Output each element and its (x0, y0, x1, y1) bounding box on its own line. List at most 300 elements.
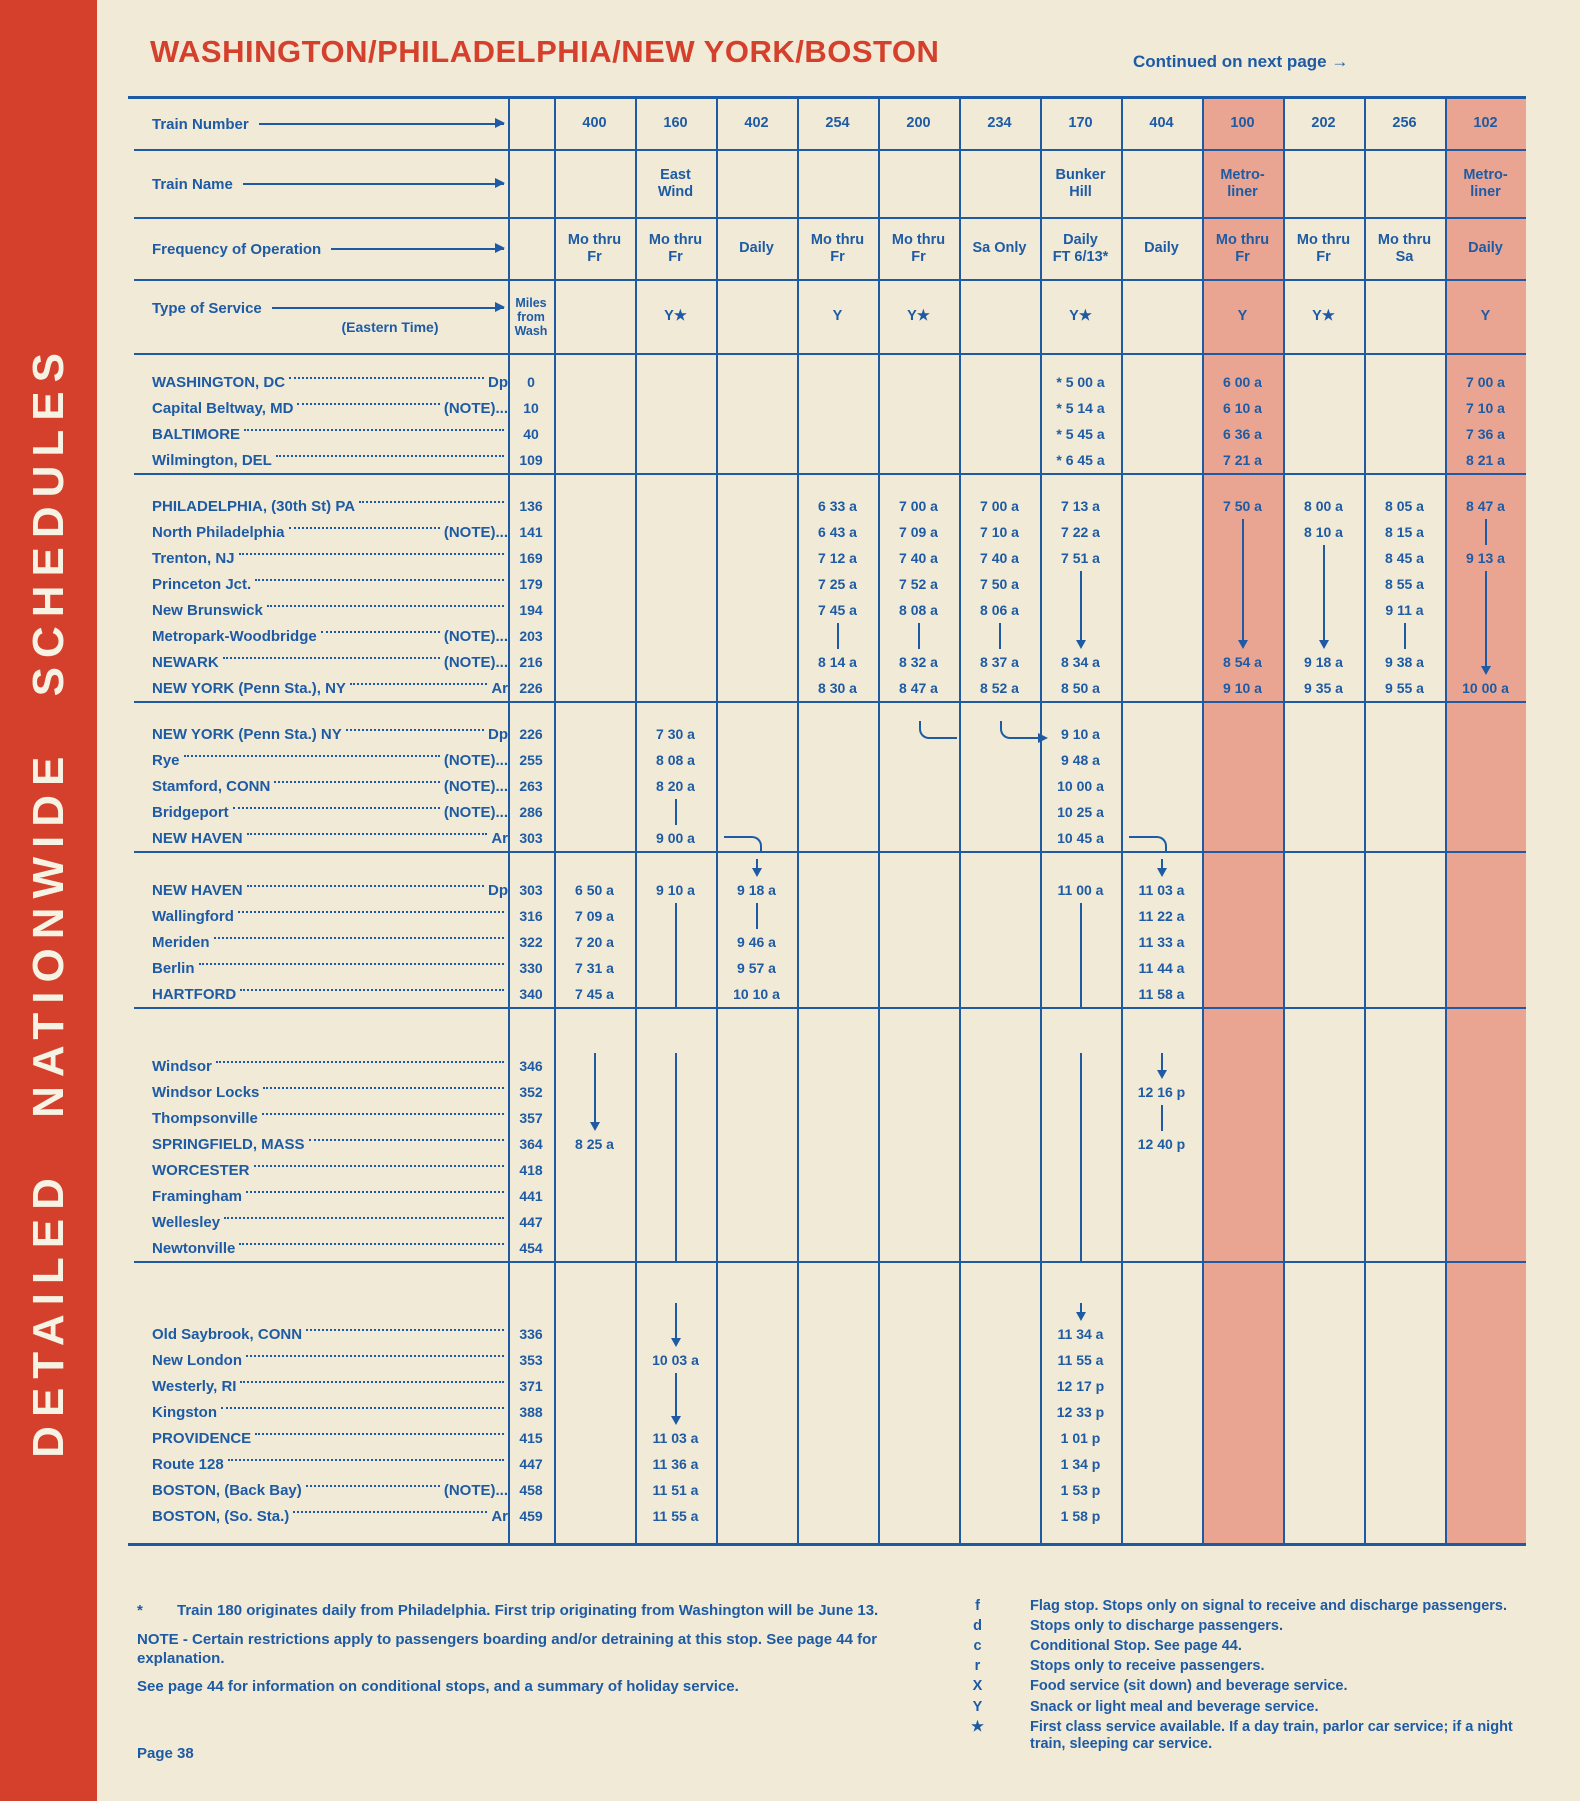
time-cell-234 (959, 1399, 1040, 1425)
time-cell-170 (1040, 519, 1121, 545)
time-cell-200 (878, 747, 959, 773)
station-row (128, 1235, 1526, 1261)
time-cell-234 (959, 799, 1040, 825)
page-number: Page 38 (137, 1745, 194, 1762)
time-cell-102 (1445, 721, 1526, 747)
through-line (1080, 955, 1082, 981)
time-cell-100 (1202, 747, 1283, 773)
time-cell-400 (554, 519, 635, 545)
time-cell-202 (1283, 369, 1364, 395)
time-cell-102 (1445, 1235, 1526, 1261)
time-cell-400 (554, 1347, 635, 1373)
dotted-leader (276, 455, 504, 457)
time-cell-202 (1283, 1183, 1364, 1209)
time-cell-404 (1121, 1321, 1202, 1347)
time-cell-160 (635, 721, 716, 747)
header-label: Type of Service (152, 299, 262, 317)
label-line: Wind (657, 184, 694, 200)
time-value: 6 33 a (818, 498, 857, 514)
time-value: 7 31 a (575, 960, 614, 976)
station-name-cell (128, 597, 508, 623)
time-cell-256 (1364, 369, 1445, 395)
time-cell-254 (797, 1373, 878, 1399)
station-row (128, 1347, 1526, 1373)
station-name: Thompsonville (152, 1109, 258, 1127)
time-cell-256 (1364, 1373, 1445, 1399)
time-cell-234 (959, 519, 1040, 545)
through-line (1242, 545, 1244, 571)
station-name: Newtonville (152, 1239, 236, 1257)
time-cell-200 (878, 1183, 959, 1209)
station-row (128, 1373, 1526, 1399)
time-cell-170 (1040, 981, 1121, 1007)
time-value: 11 22 a (1138, 908, 1185, 924)
time-cell-202 (1283, 493, 1364, 519)
time-cell-200 (878, 1399, 959, 1425)
footnote (137, 1678, 899, 1697)
time-cell-100 (1202, 1425, 1283, 1451)
time-cell-202 (1283, 395, 1364, 421)
train-name-100 (1202, 151, 1283, 217)
train-name-row (128, 151, 1526, 217)
time-cell-254 (797, 649, 878, 675)
time-cell-102 (1445, 1183, 1526, 1209)
time-cell-400 (554, 1503, 635, 1529)
time-cell-254 (797, 877, 878, 903)
time-value: 8 54 a (1223, 654, 1262, 670)
through-line (675, 1079, 677, 1105)
dotted-leader (221, 1407, 504, 1409)
time-cell-100 (1202, 545, 1283, 571)
time-cell-100 (1202, 721, 1283, 747)
frequency-402 (716, 219, 797, 279)
time-cell-256 (1364, 1399, 1445, 1425)
dotted-leader (240, 989, 504, 991)
time-cell-202 (1283, 1079, 1364, 1105)
time-cell-254 (797, 903, 878, 929)
label-line: Fr (668, 249, 683, 265)
time-value: 6 36 a (1223, 426, 1262, 442)
through-line (675, 1131, 677, 1157)
time-cell-402 (716, 747, 797, 773)
time-cell-404 (1121, 825, 1202, 851)
service-202: Y★ (1312, 308, 1335, 325)
time-cell-400 (554, 1321, 635, 1347)
miles-value: 303 (519, 882, 543, 898)
time-cell-254 (797, 675, 878, 701)
time-cell-200 (878, 519, 959, 545)
dotted-leader (239, 553, 504, 555)
time-cell-256 (1364, 1157, 1445, 1183)
station-name-cell (128, 1105, 508, 1131)
station-name-cell (128, 1451, 508, 1477)
miles-value: 364 (519, 1136, 543, 1152)
station-name-cell (128, 493, 508, 519)
station-name: North Philadelphia (152, 523, 285, 541)
label-line: Fr (1316, 249, 1331, 265)
station-row (128, 903, 1526, 929)
station-suffix: (NOTE)... (443, 399, 508, 417)
time-value: 7 13 a (1061, 498, 1100, 514)
time-cell-160 (635, 1235, 716, 1261)
time-value: 7 22 a (1061, 524, 1100, 540)
eastern-time-label: (Eastern Time) (341, 318, 439, 335)
time-cell-256 (1364, 545, 1445, 571)
time-cell-160 (635, 1451, 716, 1477)
time-cell-202 (1283, 859, 1364, 877)
time-value: 12 16 p (1137, 1084, 1186, 1100)
station-name-cell (128, 799, 508, 825)
time-cell-402 (716, 799, 797, 825)
station-row (128, 623, 1526, 649)
time-value: 8 10 a (1304, 524, 1343, 540)
time-cell-234 (959, 1131, 1040, 1157)
time-cell-404 (1121, 1425, 1202, 1451)
time-value: * 5 45 a (1056, 426, 1105, 442)
time-cell-400 (554, 799, 635, 825)
dotted-leader (224, 1217, 504, 1219)
time-cell-100 (1202, 421, 1283, 447)
station-name: Meriden (152, 933, 210, 951)
time-cell-234 (959, 369, 1040, 395)
frequency-256 (1364, 219, 1445, 279)
time-cell-100 (1202, 1235, 1283, 1261)
footnote-symbol: * (137, 1602, 143, 1619)
station-name: NEW HAVEN (152, 829, 243, 847)
train-number-202: 202 (1311, 115, 1336, 132)
time-cell-254 (797, 1157, 878, 1183)
time-cell-100 (1202, 1157, 1283, 1183)
legend-row (925, 1618, 1520, 1635)
through-line (675, 929, 677, 955)
time-cell-402 (716, 1209, 797, 1235)
through-line (1080, 1105, 1082, 1131)
station-name-cell (128, 825, 508, 851)
time-value: 11 34 a (1057, 1326, 1104, 1342)
time-cell-102 (1445, 1079, 1526, 1105)
dotted-leader (254, 1165, 505, 1167)
arrow-shaft (243, 183, 504, 185)
rule-line (134, 701, 1526, 703)
time-cell-402 (716, 519, 797, 545)
dotted-leader (223, 657, 440, 659)
dotted-leader (240, 1381, 504, 1383)
train-number-row (128, 99, 1526, 149)
station-name: NEW HAVEN (152, 881, 243, 899)
time-cell-254 (797, 369, 878, 395)
miles-value: 216 (519, 654, 543, 670)
continues-down-arrow (1080, 1303, 1082, 1314)
time-cell-170 (1040, 1079, 1121, 1105)
time-cell-200 (878, 545, 959, 571)
time-cell-100 (1202, 929, 1283, 955)
time-cell-102 (1445, 773, 1526, 799)
time-value: 10 45 a (1057, 830, 1104, 846)
time-cell-100 (1202, 1373, 1283, 1399)
station-name: Princeton Jct. (152, 575, 252, 593)
service-160: Y★ (664, 308, 687, 325)
time-cell-402 (716, 1373, 797, 1399)
time-cell-402 (716, 1451, 797, 1477)
time-cell-160 (635, 747, 716, 773)
time-cell-400 (554, 1105, 635, 1131)
time-value: 6 10 a (1223, 400, 1262, 416)
station-name-cell (128, 1399, 508, 1425)
time-value: 8 08 a (899, 602, 938, 618)
time-cell-400 (554, 1157, 635, 1183)
time-cell-170 (1040, 903, 1121, 929)
footnote-text: See page 44 for information on conditional stops, and a summary of holiday service. (137, 1678, 739, 1696)
service-256 (1364, 281, 1445, 353)
time-value: 8 55 a (1385, 576, 1424, 592)
time-cell-102 (1445, 571, 1526, 597)
time-cell-202 (1283, 799, 1364, 825)
time-cell-402 (716, 1131, 797, 1157)
time-cell-256 (1364, 519, 1445, 545)
time-cell-160 (635, 1477, 716, 1503)
dotted-leader (346, 729, 484, 731)
station-suffix: Dp (488, 881, 508, 899)
time-cell-202 (1283, 545, 1364, 571)
time-cell-200 (878, 1451, 959, 1477)
time-cell-234 (959, 1157, 1040, 1183)
miles-value: 263 (519, 778, 543, 794)
dotted-leader (244, 429, 504, 431)
time-cell-402 (716, 545, 797, 571)
time-cell-402 (716, 1399, 797, 1425)
service-404 (1121, 281, 1202, 353)
station-row (128, 1503, 1526, 1529)
time-cell-402 (716, 721, 797, 747)
dotted-leader (246, 1191, 504, 1193)
time-cell-256 (1364, 1503, 1445, 1529)
dotted-leader (239, 1243, 504, 1245)
legend-text: Conditional Stop. See page 44. (1030, 1638, 1242, 1655)
station-name-cell (128, 1321, 508, 1347)
time-cell-202 (1283, 1235, 1364, 1261)
miles-value: 418 (519, 1162, 543, 1178)
red-sidebar (0, 0, 97, 1801)
through-line (1080, 1131, 1082, 1157)
dotted-leader (246, 1355, 504, 1357)
time-cell-202 (1283, 903, 1364, 929)
station-row (128, 721, 1526, 747)
time-cell-202 (1283, 675, 1364, 701)
time-cell-404 (1121, 1131, 1202, 1157)
time-cell-254 (797, 493, 878, 519)
label-line: Mo thru (1296, 231, 1351, 248)
train-name-102 (1445, 151, 1526, 217)
station-name-cell (128, 545, 508, 571)
time-cell-234 (959, 421, 1040, 447)
time-value: 10 10 a (733, 986, 780, 1002)
time-cell-102 (1445, 395, 1526, 421)
miles-header-line: from (517, 310, 545, 324)
train-number-label (128, 99, 508, 149)
miles-value: 336 (519, 1326, 543, 1342)
time-cell-160 (635, 1053, 716, 1079)
station-name-cell (128, 1157, 508, 1183)
time-cell-170 (1040, 1209, 1121, 1235)
time-cell-170 (1040, 395, 1121, 421)
through-line (675, 1183, 677, 1209)
time-cell-254 (797, 1209, 878, 1235)
station-name-cell (128, 1477, 508, 1503)
time-cell-170 (1040, 369, 1121, 395)
time-cell-102 (1445, 447, 1526, 473)
legend-row (925, 1719, 1520, 1753)
time-cell-160 (635, 1503, 716, 1529)
through-line (999, 623, 1001, 649)
time-cell-200 (878, 649, 959, 675)
time-value: 12 40 p (1137, 1136, 1186, 1152)
station-block-4 (128, 859, 1526, 1007)
time-cell-254 (797, 1477, 878, 1503)
time-cell-160 (635, 369, 716, 395)
time-cell-202 (1283, 955, 1364, 981)
time-cell-402 (716, 447, 797, 473)
time-value: 7 09 a (575, 908, 614, 924)
time-cell-254 (797, 571, 878, 597)
time-cell-400 (554, 773, 635, 799)
time-cell-202 (1283, 721, 1364, 747)
time-value: 7 51 a (1061, 550, 1100, 566)
time-cell-402 (716, 929, 797, 955)
through-line (675, 1235, 677, 1261)
time-cell-100 (1202, 1183, 1283, 1209)
time-cell-402 (716, 1347, 797, 1373)
time-cell-256 (1364, 1477, 1445, 1503)
label-line: Fr (587, 249, 602, 265)
time-cell-102 (1445, 1209, 1526, 1235)
label-line: Mo thru (1377, 231, 1432, 248)
time-cell-400 (554, 597, 635, 623)
time-cell-402 (716, 981, 797, 1007)
time-cell-404 (1121, 493, 1202, 519)
empty-cell (508, 1303, 554, 1321)
time-cell-404 (1121, 1373, 1202, 1399)
time-cell-402 (716, 571, 797, 597)
footnote-text: NOTE - Certain restrictions apply to passengers boarding and/or detraining at this stop. See page 44 for explanation. (137, 1630, 878, 1667)
time-cell-202 (1283, 1157, 1364, 1183)
time-cell-404 (1121, 623, 1202, 649)
station-name: WASHINGTON, DC (152, 373, 286, 391)
time-cell-170 (1040, 1235, 1121, 1261)
time-cell-402 (716, 1157, 797, 1183)
time-cell-160 (635, 1347, 716, 1373)
time-cell-100 (1202, 877, 1283, 903)
time-cell-170 (1040, 1157, 1121, 1183)
time-cell-404 (1121, 955, 1202, 981)
time-value: 7 00 a (899, 498, 938, 514)
time-cell-200 (878, 395, 959, 421)
time-cell-254 (797, 799, 878, 825)
station-name-cell (128, 1209, 508, 1235)
service-170: Y★ (1069, 308, 1092, 325)
dotted-leader (289, 527, 440, 529)
time-cell-200 (878, 981, 959, 1007)
time-value: 9 46 a (737, 934, 776, 950)
time-cell-102 (1445, 623, 1526, 649)
legend-symbol: d (973, 1618, 982, 1635)
time-value: 11 58 a (1138, 986, 1185, 1002)
through-line (675, 799, 677, 825)
time-value: 8 15 a (1385, 524, 1424, 540)
time-cell-200 (878, 825, 959, 851)
time-cell-170 (1040, 1303, 1121, 1321)
time-cell-256 (1364, 395, 1445, 421)
time-cell-256 (1364, 649, 1445, 675)
label-line: FT 6/13* (1052, 249, 1109, 265)
time-cell-102 (1445, 1425, 1526, 1451)
continues-down-arrow (756, 859, 758, 870)
label-line: Sa (1395, 249, 1414, 265)
time-cell-404 (1121, 395, 1202, 421)
time-cell-256 (1364, 1347, 1445, 1373)
station-suffix: Ar (491, 679, 508, 697)
time-cell-170 (1040, 1503, 1121, 1529)
time-cell-202 (1283, 1105, 1364, 1131)
service-100: Y (1237, 308, 1248, 325)
time-cell-404 (1121, 1451, 1202, 1477)
time-cell-160 (635, 1373, 716, 1399)
time-cell-102 (1445, 675, 1526, 701)
time-cell-256 (1364, 571, 1445, 597)
connector-curve-arrow (1000, 721, 1038, 739)
time-cell-170 (1040, 597, 1121, 623)
miles-cell-empty (508, 219, 554, 279)
label-line: Mo thru (567, 231, 622, 248)
time-cell-402 (716, 1235, 797, 1261)
time-cell-254 (797, 623, 878, 649)
time-cell-256 (1364, 623, 1445, 649)
time-cell-102 (1445, 1451, 1526, 1477)
time-cell-256 (1364, 675, 1445, 701)
frequency-254 (797, 219, 878, 279)
station-name-cell (128, 649, 508, 675)
station-row (128, 571, 1526, 597)
time-value: 11 55 a (1057, 1352, 1104, 1368)
time-cell-404 (1121, 1157, 1202, 1183)
time-cell-402 (716, 493, 797, 519)
legend-symbol: r (974, 1658, 981, 1675)
frequency-100 (1202, 219, 1283, 279)
time-cell-402 (716, 1321, 797, 1347)
time-cell-256 (1364, 825, 1445, 851)
time-cell-200 (878, 1303, 959, 1321)
time-cell-254 (797, 721, 878, 747)
time-cell-254 (797, 747, 878, 773)
station-name-cell (128, 571, 508, 597)
time-cell-202 (1283, 773, 1364, 799)
time-value: 8 08 a (656, 752, 695, 768)
time-cell-100 (1202, 1105, 1283, 1131)
station-row (128, 545, 1526, 571)
time-cell-254 (797, 1451, 878, 1477)
time-cell-400 (554, 1183, 635, 1209)
train-name-404 (1121, 151, 1202, 217)
train-number-234: 234 (987, 115, 1012, 132)
station-name-cell (128, 1131, 508, 1157)
time-cell-202 (1283, 421, 1364, 447)
time-cell-200 (878, 799, 959, 825)
legend-row (925, 1658, 1520, 1675)
station-name: BALTIMORE (152, 425, 241, 443)
time-cell-202 (1283, 519, 1364, 545)
time-cell-100 (1202, 447, 1283, 473)
through-line (1080, 1183, 1082, 1209)
dotted-leader (262, 1113, 504, 1115)
